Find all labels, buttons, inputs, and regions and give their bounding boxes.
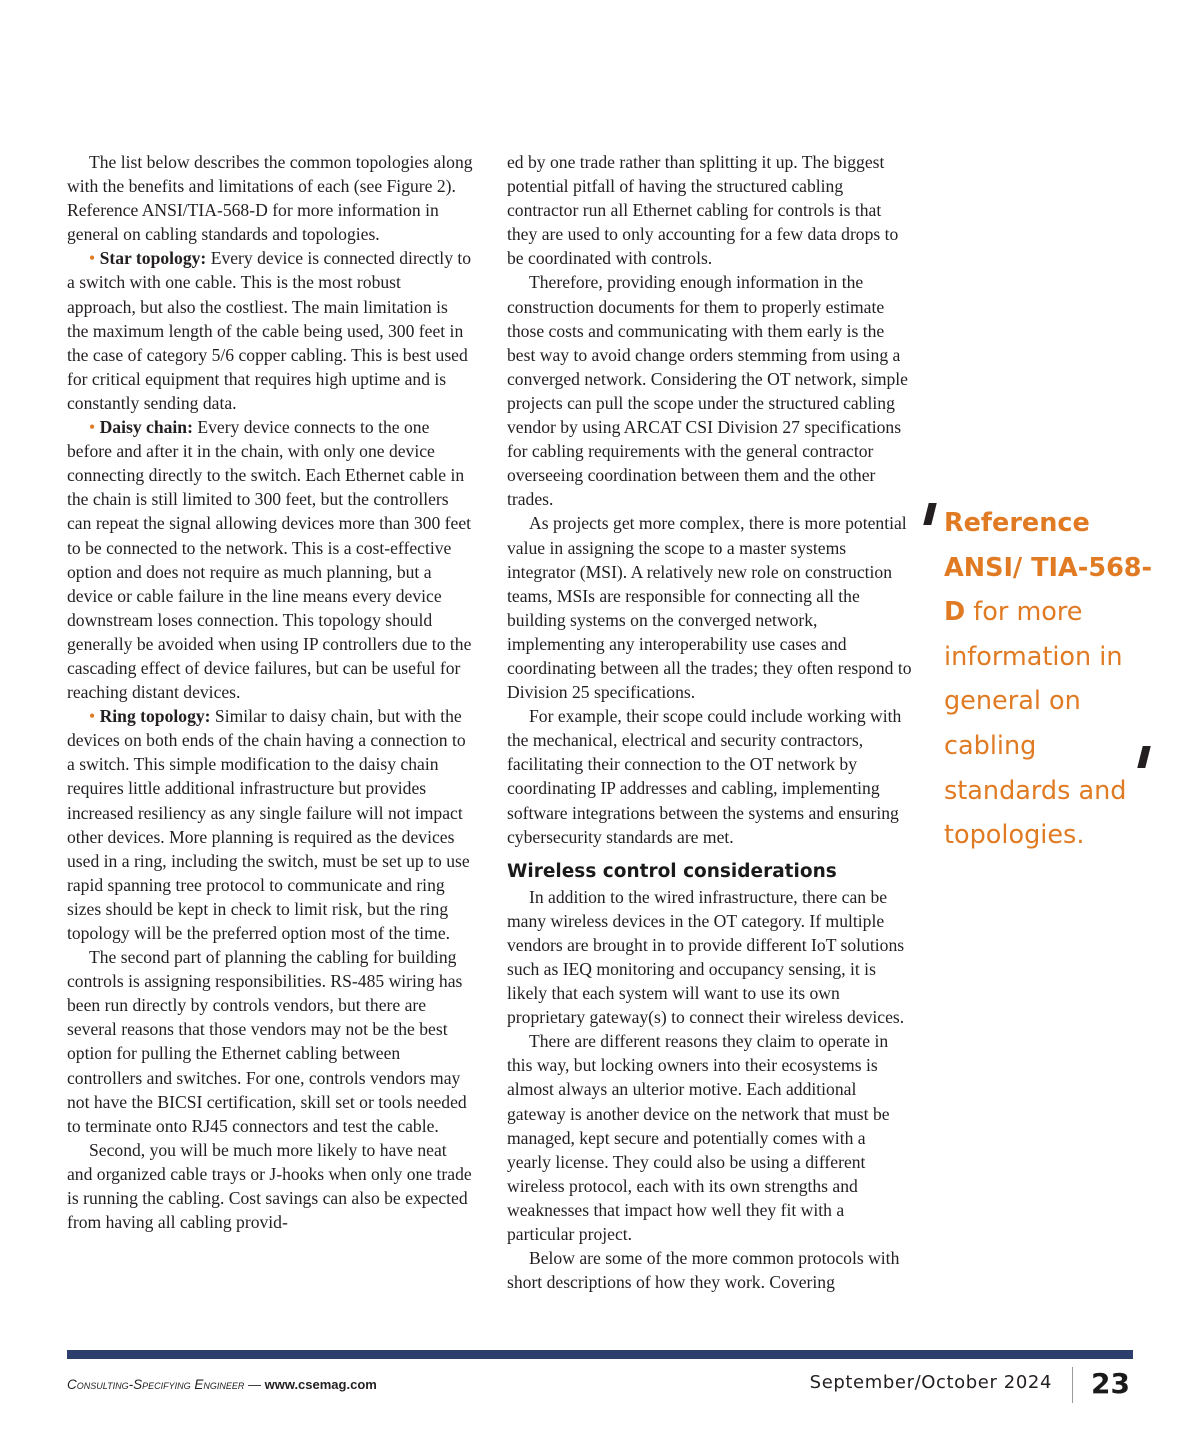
example-paragraph: For example, their scope could include working with the mechanical, electrical and security contractors, facilitating their connection to the OT network by coordinating IP addresses and cabling, implementing software integrations between the systems and ensuring cybersecurity standards are met. bbox=[507, 706, 902, 847]
star-topology-item bbox=[67, 246, 473, 415]
bullet-text: Every device connects to the one before and after it in the chain, with only one device connecting directly to the switch. Each Ethernet cable in the chain is still limited to 300 feet, but the controllers can repeat the signal allowing devices more than 300 feet to be connected to the network. This is a cost-effective option and does not require as much planning, but a device or cable failure in the line means every device downstream loses connection. This topology should generally be avoided when using IP controllers due to the cascading effect of device failures, but can be useful for reaching distant devices. bbox=[67, 417, 472, 703]
continued-paragraph: ed by one trade rather than splitting it up. The biggest potential pitfall of having the structured cabling contractor run all Ethernet cabling for controls is that they are used to only accounting for a few data drops to be coordinated with controls. bbox=[507, 152, 899, 269]
open-quote-icon bbox=[923, 503, 936, 525]
pull-quote bbox=[944, 501, 1169, 858]
footer-rule bbox=[67, 1350, 1133, 1359]
pull-quote-emphasis: Reference ANSI/ TIA-568-D bbox=[944, 508, 1153, 628]
footer-divider bbox=[1072, 1367, 1073, 1403]
article-left-column bbox=[67, 150, 473, 1234]
magazine-url[interactable]: www.csemag.com bbox=[264, 1377, 377, 1392]
bullet-icon: • bbox=[89, 706, 96, 727]
bullet-term: Daisy chain: bbox=[99, 417, 193, 438]
footer-credit bbox=[67, 1377, 377, 1392]
bullet-text: Every device is connected directly to a switch with one cable. This is the most robust approach, but also the costliest. The main limitation is the maximum length of the cable being used, 300 feet in the case of category 5/6 copper cabling. This is best used for critical equipment that requires high uptime and is constantly sending data. bbox=[67, 248, 472, 413]
reasons-paragraph: There are different reasons they claim to operate in this way, but locking owners into their ecosystems is almost always an ulterior motive. Each additional gateway is another device on the network that must be managed, kept secure and potentially comes with a yearly license. They could also be using a different wireless protocol, each with its own strengths and weaknesses that impact how well they fit with a particular project. bbox=[507, 1031, 890, 1245]
second-paragraph: Second, you will be much more likely to have neat and organized cable trays or J-hooks when only one trade is running the cabling. Cost savings can also be expected from having all cabling provid- bbox=[67, 1139, 472, 1233]
page-number: 23 bbox=[1091, 1367, 1130, 1400]
section-heading: Wireless control considerations bbox=[507, 860, 837, 882]
bullet-icon: • bbox=[89, 417, 96, 438]
responsibilities-paragraph: The second part of planning the cabling for building controls is assigning responsibilities. RS-485 wiring has been run directly by controls vendors, but there are several reasons that those vendors may not be the best option for pulling the Ethernet cabling between controllers and switches. For one, controls vendors may not have the BICSI certification, skill set or tools needed to terminate onto RJ45 connectors and test the cable. bbox=[67, 947, 467, 1136]
protocols-paragraph: Below are some of the more common protocols with short descriptions of how they work. Covering bbox=[507, 1248, 900, 1293]
therefore-paragraph: Therefore, providing enough information in the construction documents for them to properly estimate those costs and communicating with them early is the best way to avoid change orders stemming from using a converged network. Considering the OT network, simple projects can pull the scope under the structured cabling vendor by using ARCAT CSI Division 27 specifications for cabling requirements with the general contractor overseeing coordination between them and the other trades. bbox=[507, 272, 908, 510]
bullet-term: Star topology: bbox=[99, 248, 207, 269]
bullet-text: Similar to daisy chain, but with the devices on both ends of the chain having a connection to a switch. This simple modification to the daisy chain requires little additional infrastructure but provides increased resiliency as any single failure will not impact other devices. More planning is required as the devices used in a ring, including the switch, must be set up to use rapid spanning tree protocol to communicate and ring sizes should be kept in check to limit risk, but the ring topology will be the preferred option most of the time. bbox=[67, 706, 470, 943]
pull-quote-text: for more information in general on cabling standards and topologies. bbox=[944, 597, 1127, 851]
ring-topology-item bbox=[67, 704, 473, 945]
wireless-paragraph: In addition to the wired infrastructure, there can be many wireless devices in the OT category. If multiple vendors are brought in to provide different IoT solutions such as IEQ monitoring and occupancy sensing, it is likely that each system will want to use its own proprietary gateway(s) to connect their wireless devices. bbox=[507, 886, 905, 1028]
issue-date: September/October 2024 bbox=[809, 1372, 1052, 1393]
bullet-icon: • bbox=[89, 248, 96, 269]
intro-paragraph: The list below describes the common topologies along with the benefits and limitations of each (see Figure 2). Reference ANSI/TIA-568-D for more information in general on cabling standards and topologies. bbox=[67, 152, 473, 245]
projects-paragraph: As projects get more complex, there is more potential value in assigning the scope to a master systems integrator (MSI). A relatively new role on construction teams, MSIs are responsible for connecting all the building systems on the converged network, implementing any interoperability use cases and coordinating between all the trades; they often respond to Division 25 specifications. bbox=[507, 513, 912, 703]
bullet-term: Ring topology: bbox=[99, 706, 211, 727]
article-middle-column bbox=[507, 150, 913, 1294]
magazine-name: Consulting-Specifying Engineer bbox=[67, 1377, 245, 1392]
daisy-chain-item bbox=[67, 415, 473, 704]
footer-separator: — bbox=[244, 1377, 265, 1392]
